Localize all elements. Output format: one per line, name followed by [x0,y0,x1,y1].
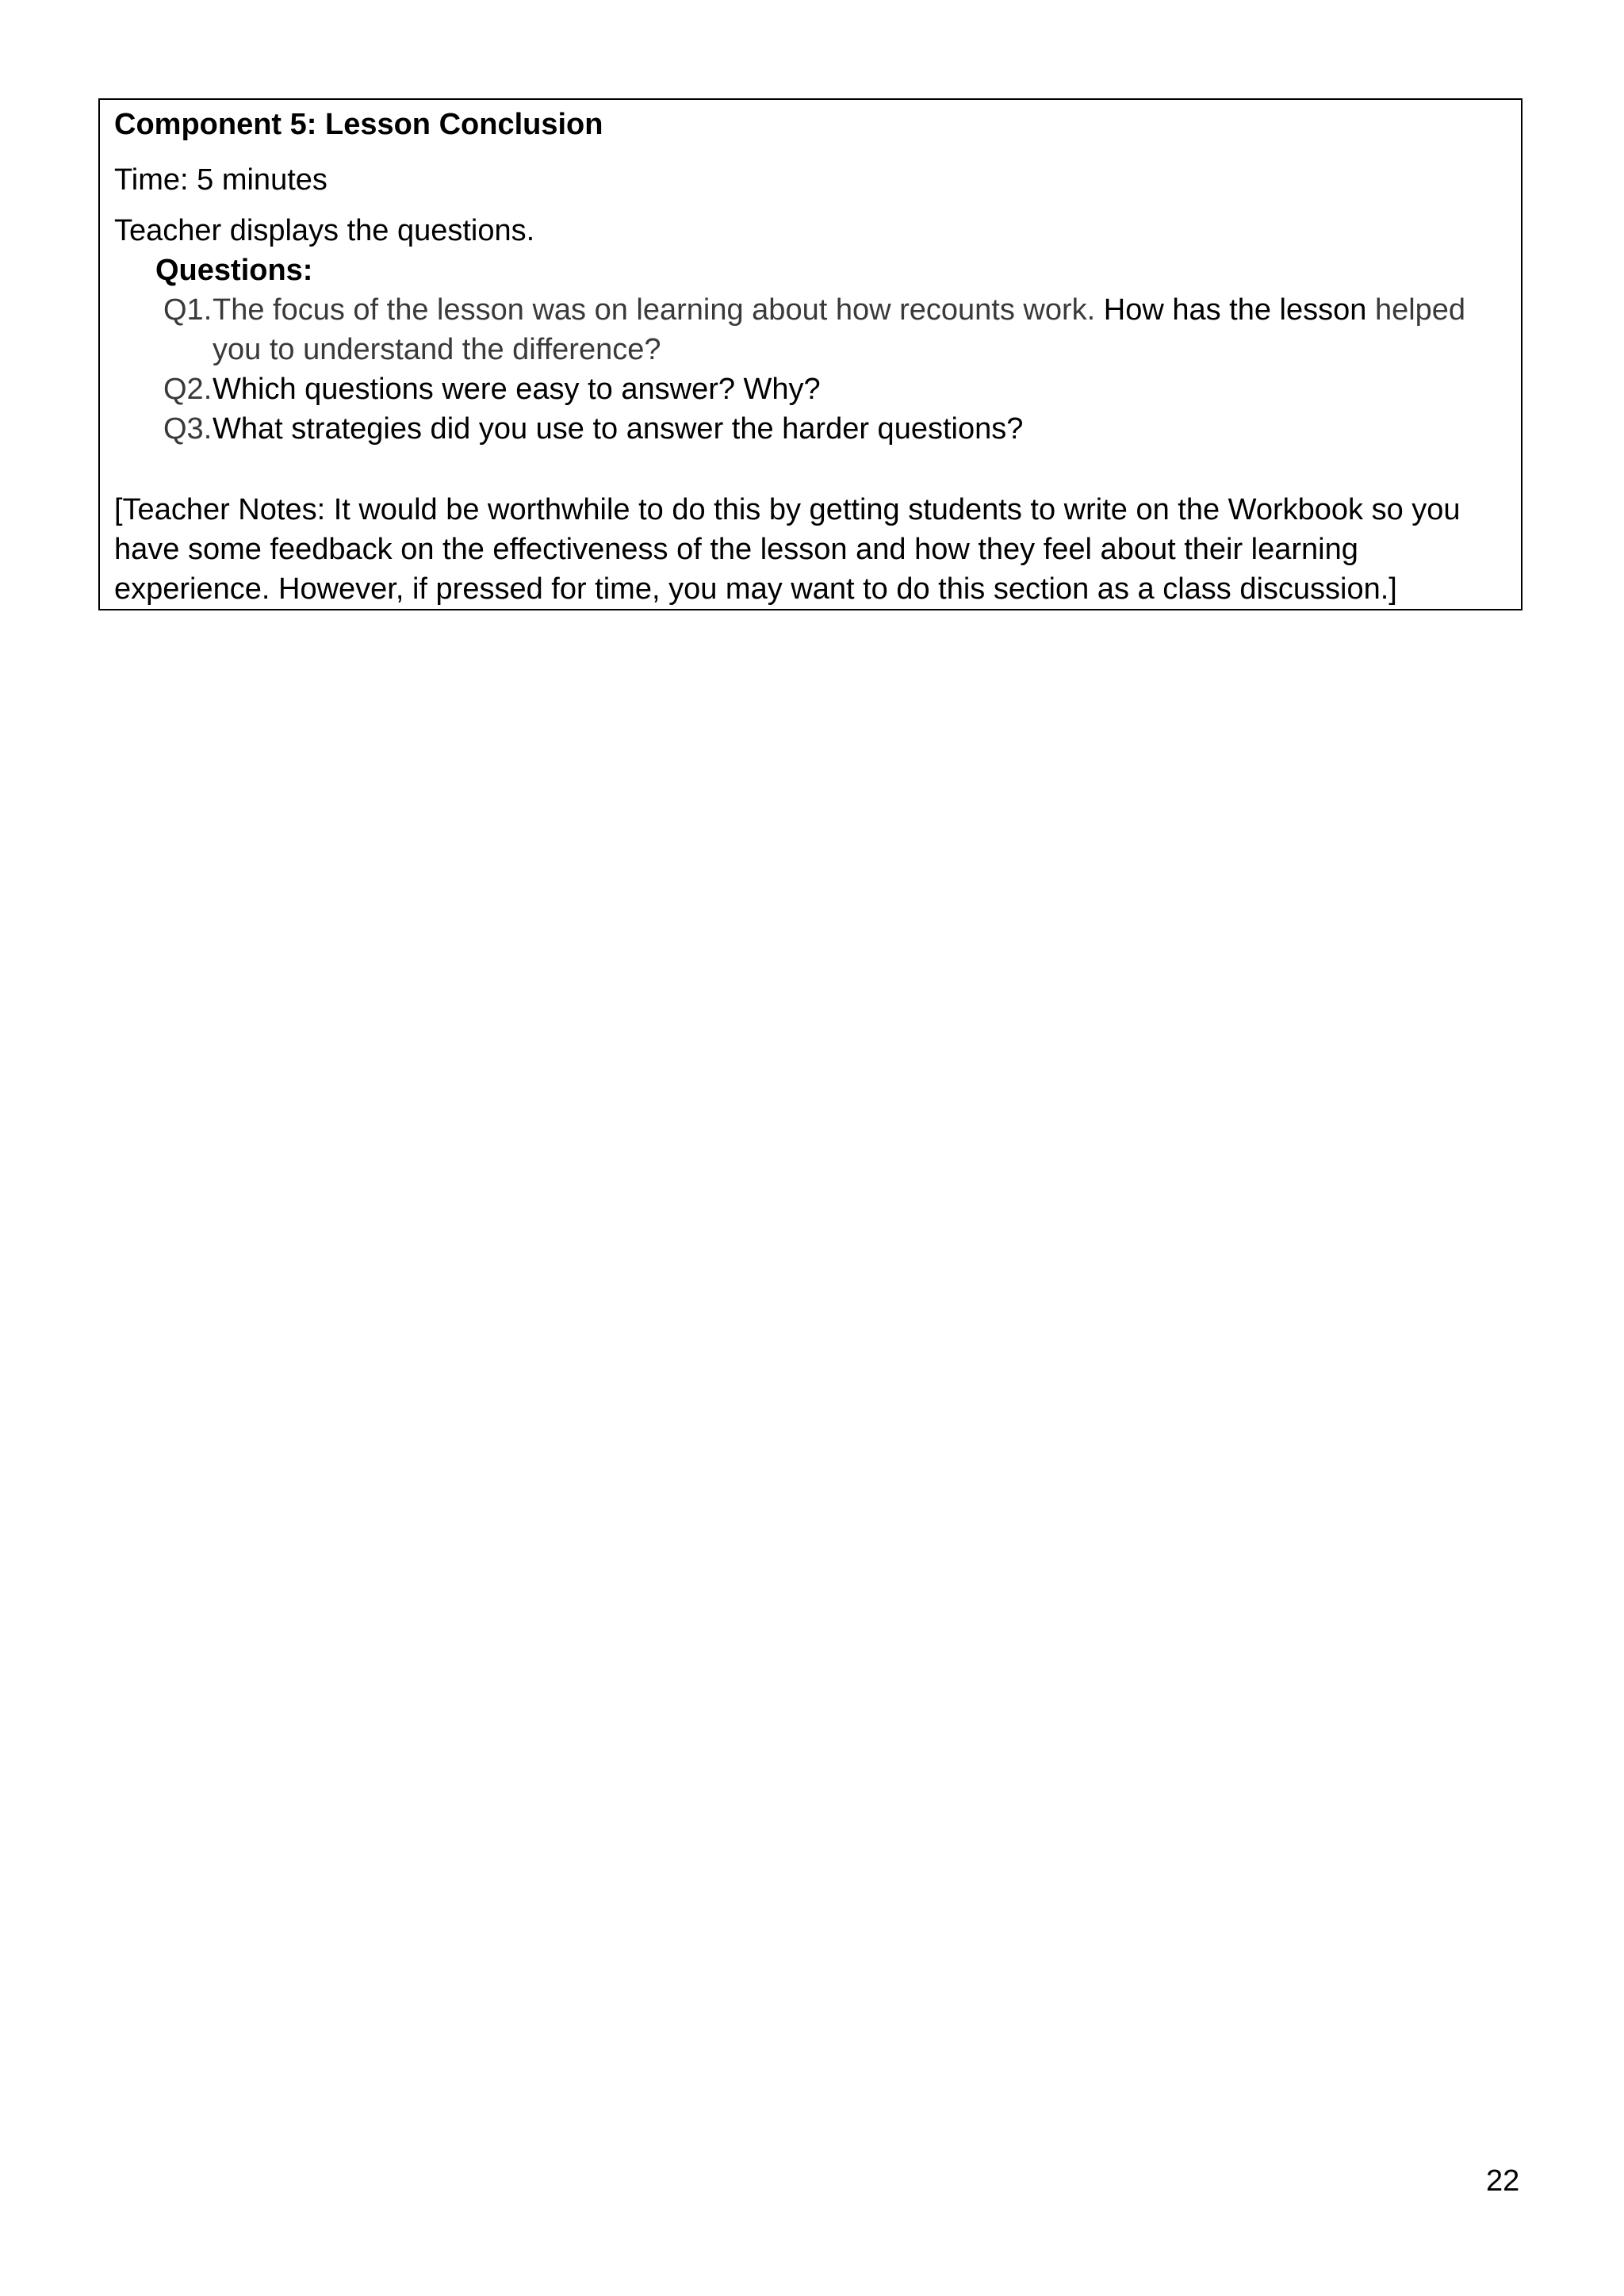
question-text [213,290,1507,369]
question-number: Q1. [163,293,213,327]
intro-text: Teacher displays the questions. [114,214,535,247]
time-text: Time: 5 minutes [114,163,327,197]
teacher-notes: [Teacher Notes: It would be worthwhile to do this by getting students to write on the Workbook so you have some feedback on the effectiveness of the lesson and how they feel about their learning experience. However, if pressed for time, you may want to do this section as a class discussion.] [114,493,1461,606]
question-text-part: The focus of the lesson was on learning about how recounts work. [213,293,1096,327]
question-item-3 [163,409,1507,449]
page-number: 22 [1486,2164,1520,2198]
question-item-1 [163,290,1507,369]
question-item-2 [163,369,1507,409]
lesson-conclusion-box [98,98,1522,610]
question-text-part: How has the lesson [1095,293,1367,327]
component-title: Component 5: Lesson Conclusion [114,108,603,141]
question-text: Which questions were easy to answer? Why? [213,373,821,406]
question-text: What strategies did you use to answer the harder questions? [213,412,1024,446]
question-number: Q2. [163,373,213,406]
question-text-part: helped you to understand the difference? [213,293,1466,366]
question-number: Q3. [163,412,213,446]
questions-list [114,290,1507,449]
questions-heading: Questions: [155,254,313,287]
